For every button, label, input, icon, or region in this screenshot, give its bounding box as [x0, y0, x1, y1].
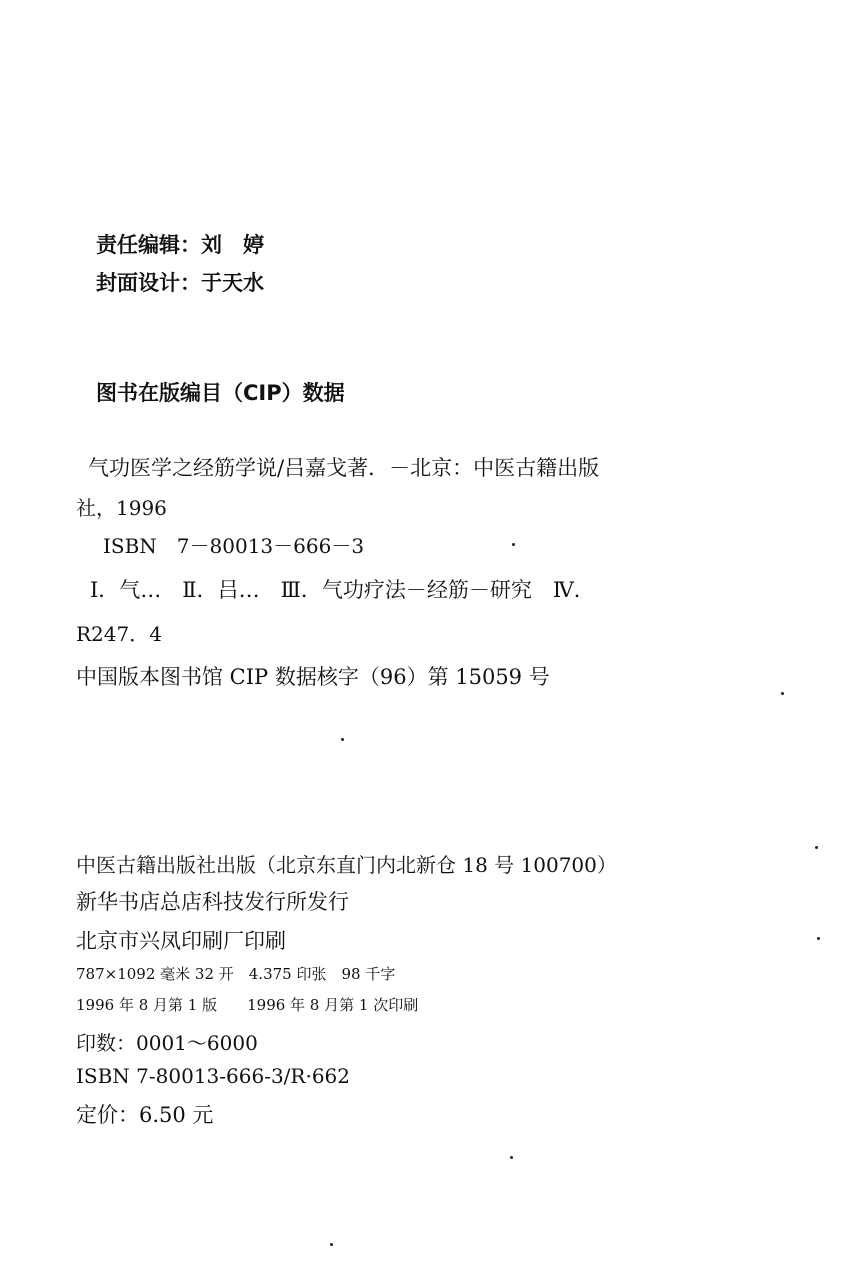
scan-speck [512, 543, 515, 546]
scan-speck [341, 738, 344, 741]
cip-subjects: Ⅰ．气… Ⅱ．吕… Ⅲ．气功疗法－经筋－研究 Ⅳ． [90, 578, 595, 602]
scan-speck [815, 846, 818, 849]
editor-credit: 责任编辑：刘 婷 [96, 233, 264, 257]
distributor-line: 新华书店总店科技发行所发行 [76, 890, 349, 914]
print-run-line: 印数：0001～6000 [76, 1031, 258, 1055]
cip-title-line: 气功医学之经筋学说/吕嘉戈著．－北京：中医古籍出版 [88, 456, 600, 480]
cip-heading: 图书在版编目（CIP）数据 [96, 381, 345, 405]
scan-speck [817, 937, 820, 940]
publisher-line: 中医古籍出版社出版（北京东直门内北新仓 18 号 100700） [76, 853, 617, 877]
isbn-full-line: ISBN 7-80013-666-3/R·662 [76, 1064, 351, 1088]
cip-title-continuation: 社，1996 [76, 496, 167, 520]
cip-isbn: ISBN 7－80013－666－3 [103, 534, 365, 558]
cip-classification: R247．4 [76, 622, 162, 646]
cover-design-credit: 封面设计：于天水 [96, 271, 264, 295]
printer-line: 北京市兴凤印刷厂印刷 [76, 929, 286, 953]
scan-speck [781, 692, 784, 695]
price-line: 定价：6.50 元 [76, 1103, 214, 1127]
scan-speck [330, 1243, 333, 1246]
scan-speck [510, 1156, 513, 1159]
cip-record-number: 中国版本图书馆 CIP 数据核字（96）第 15059 号 [76, 665, 550, 689]
edition-line: 1996 年 8 月第 1 版 1996 年 8 月第 1 次印刷 [76, 996, 419, 1014]
format-line: 787×1092 毫米 32 开 4.375 印张 98 千字 [76, 965, 396, 983]
